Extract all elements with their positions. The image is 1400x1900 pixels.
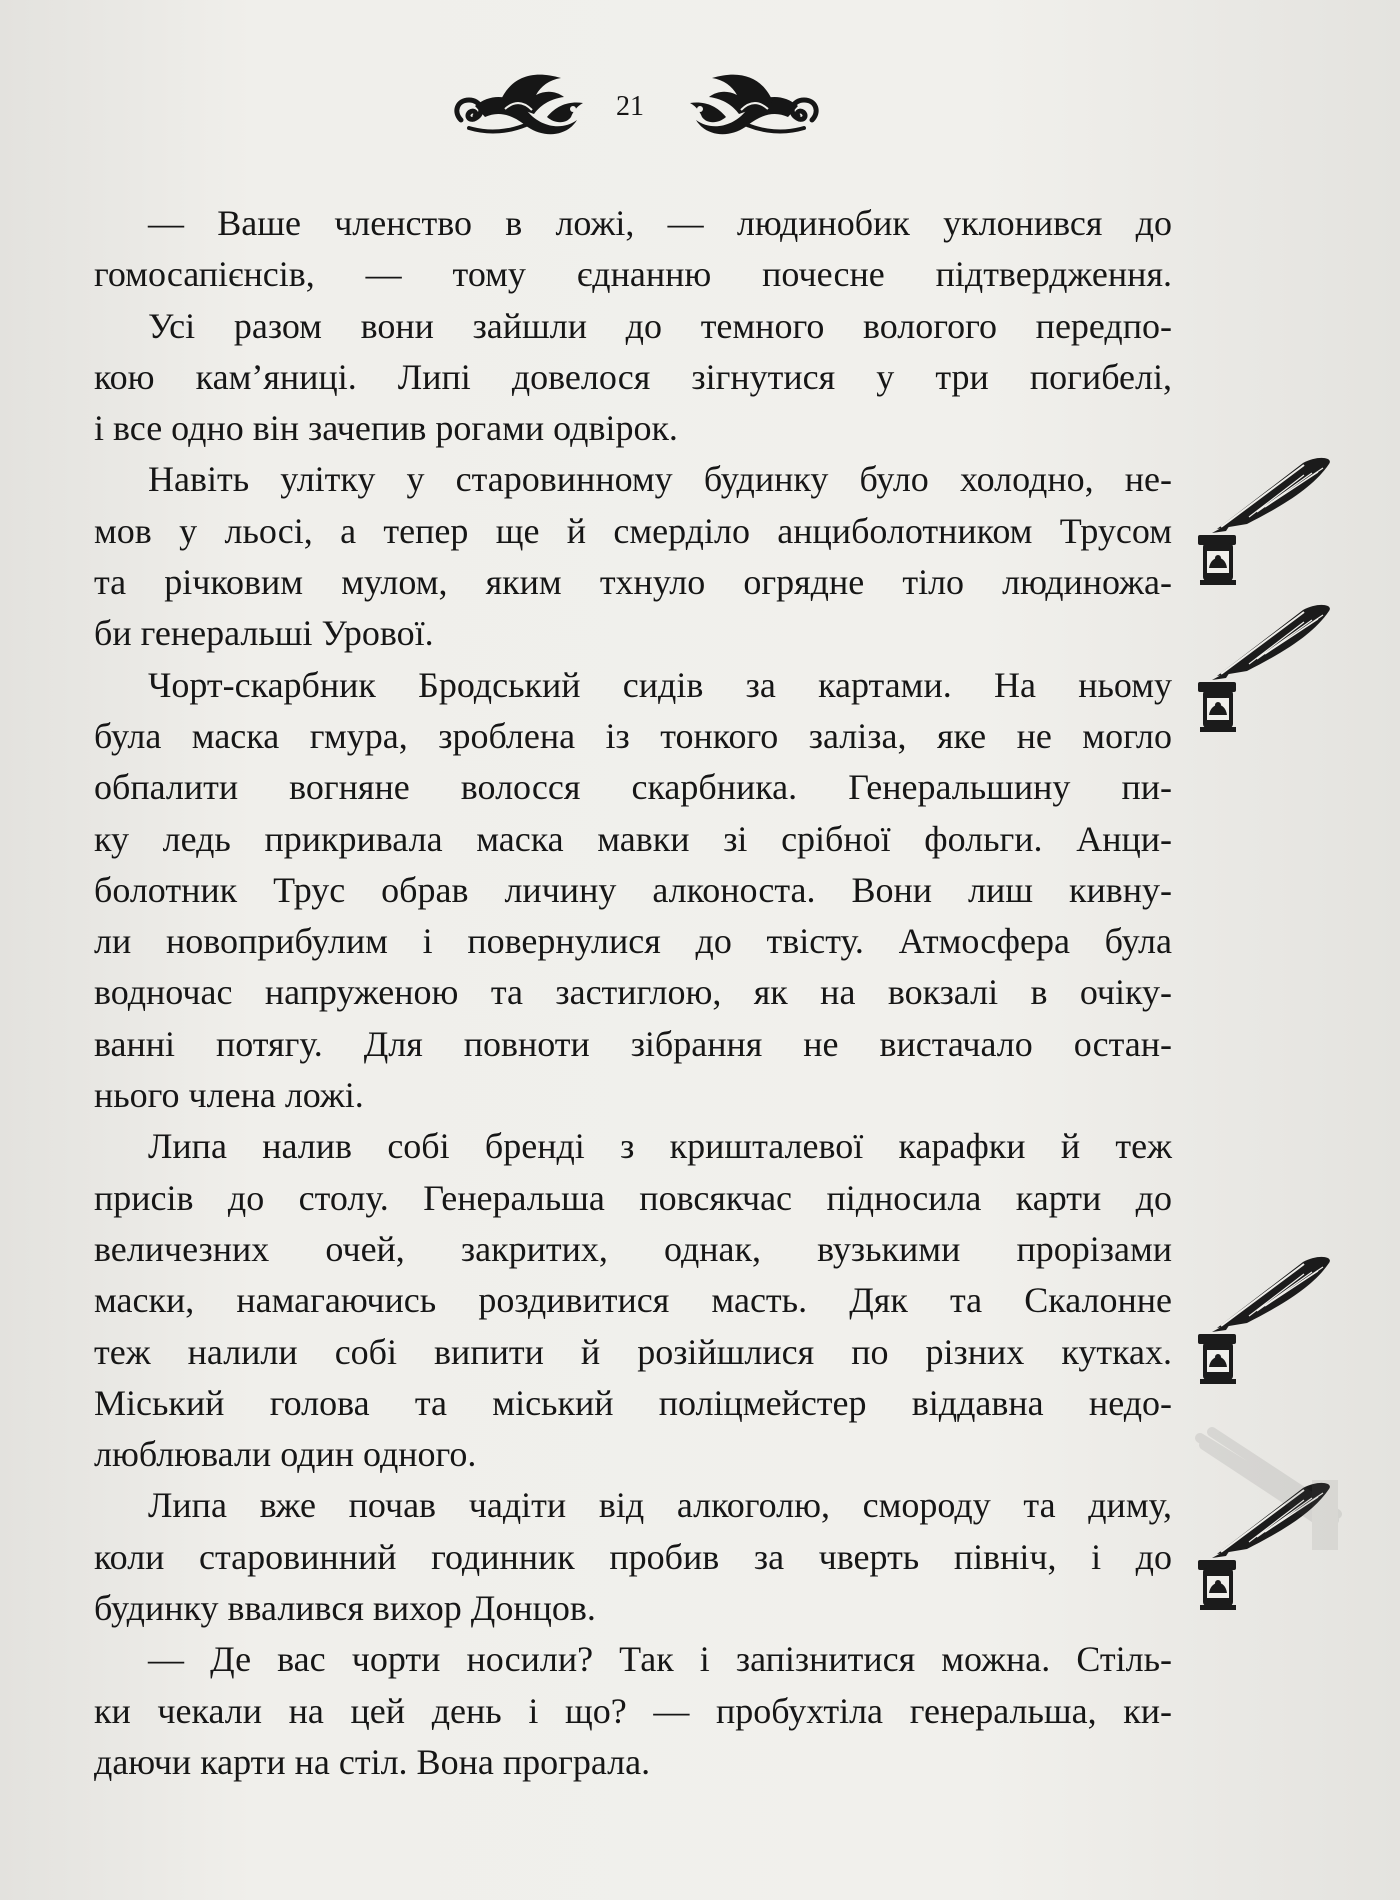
text-line: Чорт-скарбник Бродський сидів за картами. На ньому — [148, 664, 1172, 705]
text-line: ванні потягу. Для повноти зібрання не вистачало остан- — [94, 1023, 1172, 1064]
text-line: була маска гмура, зроблена із тонкого заліза, яке не могло — [94, 715, 1172, 756]
text-line: Усі разом вони зайшли до темного вологого передпо- — [148, 305, 1172, 346]
dragon-ornament-icon — [445, 66, 595, 142]
text-line: Навіть улітку у старовинному будинку було холодно, не- — [148, 459, 1172, 500]
quill-inkwell-icon — [1192, 1254, 1337, 1384]
show-through-quill-icon — [1192, 1410, 1342, 1570]
text-line: ки чекали на цей день і що? — пробухтіла генеральша, ки- — [94, 1690, 1172, 1731]
text-line: нього члена ложі. — [94, 1075, 364, 1116]
text-line: Липа налив собі бренді з кришталевої карафки й теж — [148, 1126, 1172, 1167]
text-line: і все одно він зачепив рогами одвірок. — [94, 408, 678, 449]
text-line: мов у льосі, а тепер ще й смерділо анциболотником Трусом — [94, 510, 1172, 551]
text-line: Міський голова та міський поліцмейстер віддавна недо- — [94, 1382, 1172, 1423]
page-number: 21 — [616, 91, 644, 122]
text-line: водночас напруженою та застиглою, як на вокзалі в очіку- — [94, 972, 1172, 1013]
book-text — [94, 198, 1172, 1788]
text-line: теж налили собі випити й розійшлися по різних кутках. — [94, 1331, 1172, 1372]
text-line: обпалити вогняне волосся скарбника. Генеральшину пи- — [94, 767, 1172, 808]
text-line: даючи карти на стіл. Вона програла. — [94, 1741, 651, 1782]
text-line: величезних очей, закритих, однак, вузькими прорізами — [94, 1228, 1172, 1269]
text-line: — Де вас чорти носили? Так і запізнитися можна. Стіль- — [148, 1639, 1172, 1680]
text-line: присів до столу. Генеральша повсякчас підносила карти до — [94, 1177, 1172, 1218]
dragon-ornament-icon — [678, 66, 828, 142]
text-line: — Ваше членство в ложі, — людинобик уклонився до — [148, 203, 1172, 243]
text-line: люблювали один одного. — [94, 1434, 477, 1475]
text-line: кою кам’яниці. Липі довелося зігнутися у три погибелі, — [94, 356, 1172, 397]
text-line: та річковим мулом, яким тхнуло огрядне тіло людиножа- — [94, 562, 1172, 603]
text-line: будинку ввалився вихор Донцов. — [94, 1588, 596, 1629]
quill-inkwell-icon — [1192, 602, 1337, 732]
text-line: би генеральші Урової. — [94, 613, 434, 654]
text-line: болотник Трус обрав личину алконоста. Вони лиш кивну- — [94, 869, 1172, 910]
text-line: гомосапієнсів, — тому єднанню почесне підтвердження. — [94, 254, 1172, 295]
quill-inkwell-icon — [1192, 455, 1337, 585]
text-line: ли новоприбулим і повернулися до твісту. Атмосфера була — [94, 921, 1172, 962]
page-header — [0, 58, 1400, 148]
text-line: коли старовинний годинник пробив за чверть північ, і до — [94, 1536, 1172, 1577]
text-line: маски, намагаючись роздивитися масть. Дяк та Скалонне — [94, 1280, 1172, 1321]
text-line: Липа вже почав чадіти від алкоголю, смороду та диму, — [148, 1485, 1172, 1526]
text-line: ку ледь прикривала маска мавки зі срібної фольги. Анци- — [94, 818, 1172, 859]
